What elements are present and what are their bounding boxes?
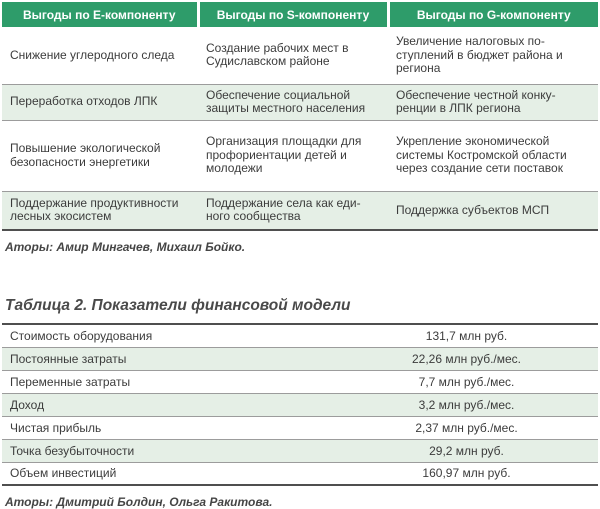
table-row (2, 191, 598, 230)
financial-table-authors-caption: Аторы: Дмитрий Болдин, Ольга Ракитова. (5, 495, 273, 509)
table-cell: Создание рабочих мест в Судиславском районе (206, 40, 349, 69)
indicator-value: 29,2 млн руб. (429, 443, 504, 458)
table-cell: Организация площадки для профориентации детей и молодежи (206, 134, 362, 176)
table-row (2, 27, 598, 84)
esg-table-authors-caption: Аторы: Амир Мингачев, Михаил Бойко. (5, 240, 246, 254)
table-row (2, 347, 598, 370)
table-cell: Обеспечение честной конкуренции в ЛПК региона (396, 87, 556, 115)
table-row (2, 120, 598, 191)
indicator-value: 7,7 млн руб./мес. (418, 374, 515, 389)
table-row (2, 393, 598, 416)
table-row (2, 84, 598, 120)
column-header-s-component: Выгоды по S-компоненту (198, 2, 388, 27)
table-cell: Поддержка субъектов МСП (396, 202, 550, 217)
financial-table-title: Таблица 2. Показатели финансовой модели (5, 297, 351, 314)
table-row (2, 370, 598, 393)
table-cell: Повышение экологической безопасности энергетики (10, 141, 161, 169)
table-cell: Переработка отходов ЛПК (10, 94, 158, 109)
indicator-label: Доход (10, 397, 45, 412)
table-cell: Поддержание продуктивности лесных экосистем (10, 195, 179, 224)
indicator-label: Постоянные затраты (10, 351, 127, 366)
indicator-value: 160,97 млн руб. (422, 466, 511, 481)
financial-model-table (2, 323, 598, 486)
indicator-value: 131,7 млн руб. (425, 328, 508, 343)
indicator-value: 3,2 млн руб./мес. (418, 397, 515, 412)
indicator-label: Точка безубыточности (10, 443, 135, 458)
table-row (2, 324, 598, 347)
table-cell: Снижение углеродного следа (10, 47, 175, 62)
table-row (2, 416, 598, 439)
table-cell: Обеспечение социальной защиты местного населения (206, 87, 366, 115)
indicator-value: 2,37 млн руб./мес. (415, 420, 518, 435)
indicator-label: Чистая прибыль (10, 420, 102, 435)
table-cell: Увеличение налоговых поступлений в бюджет района и региона (396, 34, 563, 75)
esg-benefits-table (2, 2, 598, 231)
indicator-label: Переменные затраты (10, 374, 131, 389)
indicator-value: 22,26 млн руб./мес. (411, 351, 522, 366)
table-row (2, 439, 598, 462)
indicator-label: Стоимость оборудования (10, 328, 153, 343)
table-cell: Поддержание села как единого сообщества (206, 195, 361, 224)
table-row (2, 462, 598, 485)
table-cell: Укрепление экономической системы Костромской области через создание сети поставок (396, 134, 567, 176)
column-header-e-component: Выгоды по E-компоненту (2, 2, 198, 27)
esg-table-header-row (2, 2, 598, 27)
indicator-label: Объем инвестиций (10, 466, 117, 481)
column-header-g-component: Выгоды по G-компоненту (388, 2, 598, 27)
